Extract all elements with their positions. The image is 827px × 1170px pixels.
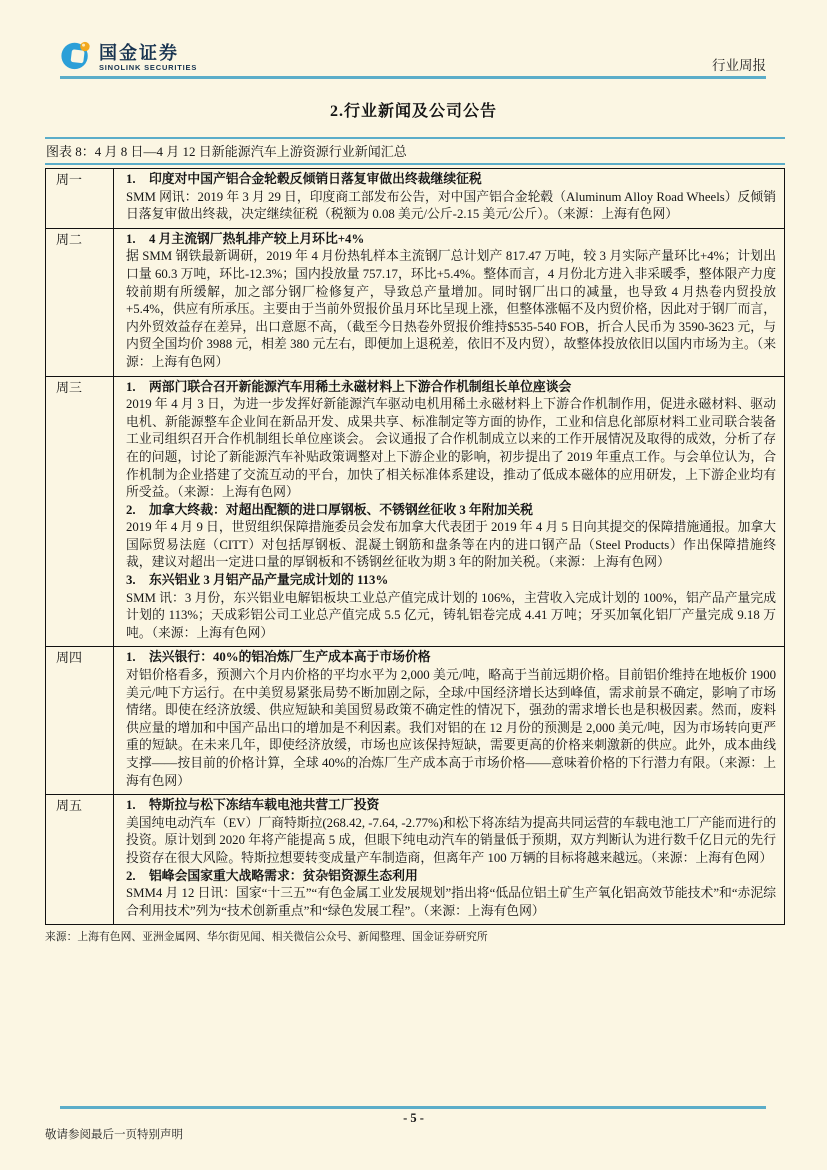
news-item-body: 对铝价格看多，预测六个月内价格的平均水平为 2,000 美元/吨，略高于当前远期价格。目前铝价维持在地板价 1900 美元/吨下方运行。在中美贸易紧张局势不断加剧之际，全球/中国经济增长达到峰值，需求前景不确定，影响了市场情绪。即使在经济放缓、供应短缺和美国贸易政策不确定性的情况下，强劲的需求增长也是积极因素。然而，废料供应量的增加和中国产品出口的增加是不利因素。我们对铝的在 12 月份的预测是 2,000 美元/吨，因为市场转向更严重的短缺。在未来几年，即使经济放缓，市场也应该保持短缺，需要更高的价格来刺激新的供应。此外，成本曲线支撑——按目前的价格计算，全球 40%的冶炼厂生产成本高于市场价格——意味着价格的下行潜力有限。（来源：上海有色网） <box>126 668 776 788</box>
brand-logo <box>60 39 197 76</box>
news-item-body: 2019 年 4 月 3 日，为进一步发挥好新能源汽车驱动电机用稀土永磁材料上下游合作机制作用，促进永磁材料、驱动电机、新能源整车企业间在新品开发、成果共享、标准制定等方面的协作，工业和信息化部原材料工业司联合装备工业司组织召开合作机制组长单位座谈会。 会议通报了合作机制成立以来的工作开展情况及取得的成效，分析了存在的问题，讨论了新能源汽车补贴政策调整对上下游企业的影响，初步提出了 2019 年重点工作。与会单位认为，合作机制为企业搭建了交流互动的平台，加快了相关标准体系建设，推动了低成本磁体的应用研发，上下游企业均有所受益。（来源：上海有色网） <box>126 397 776 500</box>
news-item-number: 2. <box>126 502 136 517</box>
day-label: 周一 <box>46 169 114 228</box>
brand-name-en: SINOLINK SECURITIES <box>99 62 198 72</box>
news-cell <box>114 377 784 647</box>
figure-caption: 图表 8：4 月 8 日—4 月 12 日新能源汽车上游资源行业新闻汇总 <box>45 137 785 165</box>
news-item-body: SMM4 月 12 日讯：国家“十三五”“有色金属工业发展规划”指出将“低品位铝土矿生产氧化铝高效节能技术”和“赤泥综合利用技术”列为“技术创新重点”和“绿色发展工程”。（来源：上海有色网） <box>126 886 776 918</box>
news-cell <box>114 169 784 228</box>
news-item-title: 印度对中国产铝合金轮毂反倾销日落复审做出终裁继续征税 <box>149 172 482 186</box>
news-item-number: 2. <box>126 868 136 883</box>
news-item-title-line <box>126 868 776 886</box>
page-header <box>60 40 766 76</box>
day-label: 周三 <box>46 377 114 647</box>
news-item-title-line <box>126 171 776 189</box>
report-type-label: 行业周报 <box>712 58 766 73</box>
news-item-number: 1. <box>126 231 136 246</box>
section-title: 2.行业新闻及公司公告 <box>329 103 497 120</box>
day-label: 周四 <box>46 647 114 794</box>
footer-divider <box>60 1106 766 1109</box>
news-item <box>126 649 776 790</box>
news-item-title-line <box>126 797 776 815</box>
news-item <box>126 171 776 224</box>
table-row <box>46 646 784 794</box>
news-item-body: SMM 网讯：2019 年 3 月 29 日，印度商工部发布公告，对中国产铝合金轮毂（Aluminum Alloy Road Wheels）反倾销日落复审做出终裁，决定继续征税（税额为 0.08 美元/公斤-2.15 美元/公斤）。（来源：上海有色网） <box>126 189 776 222</box>
news-figure <box>45 137 785 944</box>
news-cell <box>114 795 784 924</box>
news-item-title: 4 月主流钢厂热轧排产较上月环比+4% <box>149 231 365 246</box>
news-item-title: 加拿大终裁：对超出配额的进口厚钢板、不锈钢丝征收 3 年附加关税 <box>149 502 533 517</box>
source-note: 来源：上海有色网、亚洲金属网、华尔街见闻、相关微信公众号、新闻整理、国金证券研究所 <box>45 931 488 944</box>
news-item-body: SMM 讯：3 月份，东兴铝业电解铝板块工业总产值完成计划的 106%，主营收入完成计划的 100%，铝产品产量完成计划的 113%；天成彩铝公司工业总产值完成 5.5 亿元，铸轧铝卷完成 4.41 万吨；牙买加氧化铝厂产量完成 9.18 万吨。（来源：上海有色网） <box>126 590 776 640</box>
news-item-title: 东兴铝业 3 月铝产品产量完成计划的 113% <box>149 573 389 588</box>
news-item-number: 1. <box>126 172 136 186</box>
footer-disclaimer: 敬请参阅最后一页特别声明 <box>45 1129 183 1141</box>
news-item-body: 美国纯电动汽车（EV）厂商特斯拉(268.42, -7.64, -2.77%)和松下将冻结为提高共同运营的车载电池工厂产能而进行的投资。原计划到 2020 年将产能提高 5 成，但眼下纯电动汽车的销量低于预期，双方判断认为进行数千亿日元的先行投资存在很大风险。特斯拉想要转变成量产车制造商，但离年产 100 万辆的目标将越来越远。（来源：上海有色网） <box>126 815 776 865</box>
news-item-body: 据 SMM 钢铁最新调研，2019 年 4 月份热轧样本主流钢厂总计划产 817.47 万吨，较 3 月实际产量环比+4%；计划出口量 60.3 万吨，环比-12.3%；国内投放量 757.17，环比+5.4%。整体而言，4 月份北方进入非采暖季，整体限产力度较前期有所缓解，加之部分钢厂检修复产，导致总产量增加。同时钢厂出口的减量，也导致 4 月热卷内贸投放+5.4%，供应有所承压。主要由于当前外贸报价虽月环比呈现上涨，但整体涨幅不及内贸价格，因此对于钢厂而言，内外贸效益存在差异，出口意愿不高，（截至今日热卷外贸报价维持$535-540 FOB，折合人民币为 3590-3623 元，与内贸全国均价 3988 元，相差 380 元左右，即便加上退税差，依旧不及内贸），故整体投放依旧以国内市场为主。（来源：上海有色网） <box>126 249 776 369</box>
day-label: 周五 <box>46 795 114 924</box>
page-number: - 5 - <box>403 1111 424 1125</box>
news-cell <box>114 647 784 794</box>
news-item-number: 3. <box>126 573 136 588</box>
news-item <box>126 502 776 572</box>
day-label: 周二 <box>46 229 114 376</box>
news-item-title: 特斯拉与松下冻结车载电池共营工厂投资 <box>149 798 380 813</box>
news-item <box>126 379 776 502</box>
sinolink-logo-icon <box>60 39 92 76</box>
news-item <box>126 231 776 372</box>
news-item-number: 1. <box>126 650 136 665</box>
news-item-title-line <box>126 572 776 590</box>
table-row <box>46 169 784 228</box>
news-item-title-line <box>126 649 776 667</box>
news-item-number: 1. <box>126 379 136 394</box>
news-item <box>126 572 776 642</box>
news-item-title-line <box>126 379 776 397</box>
news-item-title-line <box>126 502 776 520</box>
news-cell <box>114 229 784 376</box>
news-item <box>126 797 776 867</box>
table-row <box>46 794 784 924</box>
news-item-body: 2019 年 4 月 9 日，世贸组织保障措施委员会发布加拿大代表团于 2019 年 4 月 5 日向其提交的保障措施通报。加拿大国际贸易法庭（CITT）对包括厚钢板、混凝土钢筋和盘条等在内的进口钢产品（Steel Products）作出保障措施终裁，建议对超出一定进口量的厚钢板和不锈钢丝征收为期 3 年的附加关税。（来源：上海有色网） <box>126 520 776 570</box>
news-item-number: 1. <box>126 798 136 813</box>
brand-text <box>99 44 197 72</box>
news-item-title: 法兴银行：40%的铝冶炼厂生产成本高于市场价格 <box>149 650 431 665</box>
header-divider <box>60 76 766 79</box>
news-item-title-line <box>126 231 776 249</box>
news-item <box>126 868 776 921</box>
news-table <box>45 168 785 925</box>
table-row <box>46 228 784 376</box>
brand-name-cn: 国金证券 <box>99 42 179 63</box>
news-item-title: 两部门联合召开新能源汽车用稀土永磁材料上下游合作机制组长单位座谈会 <box>149 379 572 394</box>
news-item-title: 铝峰会国家重大战略需求：贫杂铝资源生态利用 <box>149 868 418 883</box>
table-row <box>46 376 784 647</box>
